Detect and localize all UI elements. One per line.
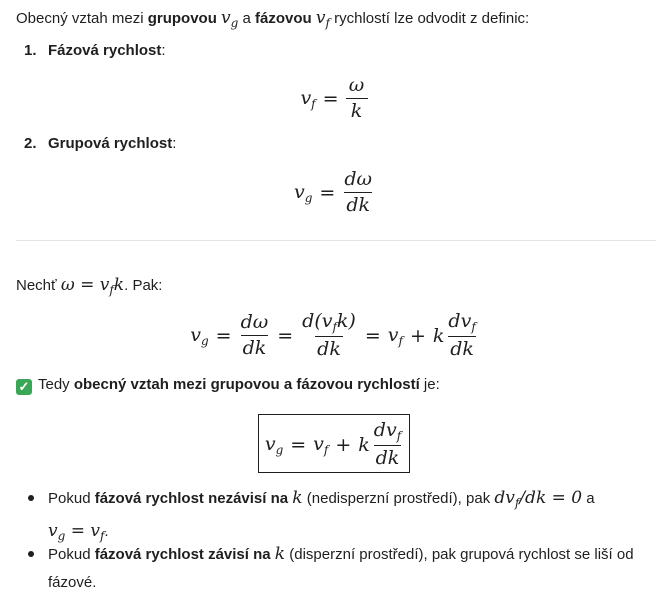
intro-text-and: a [238,10,256,27]
numerator: $dv_f$ [448,310,476,334]
vf-term: $v_f$ [387,323,403,348]
numerator: $dv_f$ [373,419,402,443]
check-mark-icon: ✓ [16,379,32,395]
bullet-dispersive: Pokud fázová rychlost závisí na k (disperzní prostředí), pak grupová rychlost se liší od fázové. [48,544,634,591]
denominator: dk [450,338,474,360]
conclusion-paragraph [16,374,440,396]
let-paragraph [16,274,162,301]
eq2-lhs: $v_g$ [294,180,313,205]
equals-sign: = [215,324,232,347]
numerator: dω [240,311,269,333]
numerator: ω [348,74,365,96]
vg-symbol: $v_g$ [221,8,239,30]
list-number: 2. [24,135,37,152]
conclusion-text: Tedy [38,376,74,393]
equation-result-boxed [0,414,668,473]
k-dvf-dk-term [433,312,478,359]
colon: : [172,135,177,152]
denominator: dk [346,194,371,216]
denominator: dk [375,447,400,469]
plus-sign: + [335,433,352,456]
vf-symbol: $v_f$ [315,8,330,30]
conclusion-bold: obecný vztah mezi grupovou a fázovou rychlostí [73,376,420,393]
list-number: 1. [24,42,37,59]
let-math: $\omega = v_fk$ [60,275,125,297]
equals-sign: = [322,87,339,110]
plus-sign: + [409,324,426,347]
denominator: k [346,98,368,121]
horizontal-divider [16,240,656,241]
eq3-lhs: $v_g$ [190,323,209,348]
vf-term: $v_f$ [313,432,329,457]
eq4-lhs: $v_g$ [264,432,284,457]
fraction-d-vfk-dk [300,312,358,359]
eq1-lhs: $v_f$ [300,86,316,111]
let-text: Nechť [16,277,61,294]
intro-bold-fazovou: fázovou [255,10,312,27]
denominator: dk [242,337,267,359]
equals-sign: = [319,181,336,204]
fraction-dvf-dk [446,312,477,359]
let-text-end: . Pak: [124,277,163,294]
colon: : [161,42,166,59]
list-item-phase-velocity [24,40,166,62]
intro-paragraph [16,7,529,34]
equation-derivation [0,312,668,359]
list-item-group-velocity [24,133,176,155]
vg-equals-vf: $v_g = v_f$ [48,521,105,543]
fraction-omega-over-k [346,76,368,121]
equation-group-velocity [0,170,668,215]
equals-sign: = [277,324,294,347]
k-symbol: k [358,433,370,456]
bullet-dot [28,495,34,501]
bullet-bold: fázová rychlost závisí na [94,546,271,563]
list-item-label: Grupová rychlost [48,135,173,152]
fraction-dvf-dk [372,421,403,468]
k-symbol: k [432,324,445,347]
conclusion-text-end: je: [419,376,440,393]
intro-bold-grupovou: grupovou [147,10,217,27]
equals-sign: = [364,324,381,347]
numerator: dω [344,168,372,190]
intro-text: Obecný vztah mezi [16,10,148,27]
bullet-nondispersive: Pokud fázová rychlost nezávisí na k (nedisperzní prostředí), pak $dv_f/dk = 0$ a $v_g = v_f$. [48,488,595,543]
list-item-label: Fázová rychlost [48,42,162,59]
bullet-dot [28,551,34,557]
fraction-domega-dk [239,313,271,358]
equation-phase-velocity [0,76,668,121]
numerator: $d(v_fk)$ [302,310,356,334]
bullet-bold: fázová rychlost nezávisí na [94,490,289,507]
result-box [258,414,410,473]
denominator: dk [317,338,341,360]
intro-text-end: rychlostí lze odvodit z definic: [329,10,530,27]
equals-sign: = [290,433,307,456]
k-symbol: k [274,544,286,564]
k-symbol: k [292,488,303,508]
fraction-domega-dk [342,170,374,215]
dvf-dk-zero: $dv_f/dk = 0$ [494,488,583,510]
k-dvf-dk-term [358,421,403,468]
